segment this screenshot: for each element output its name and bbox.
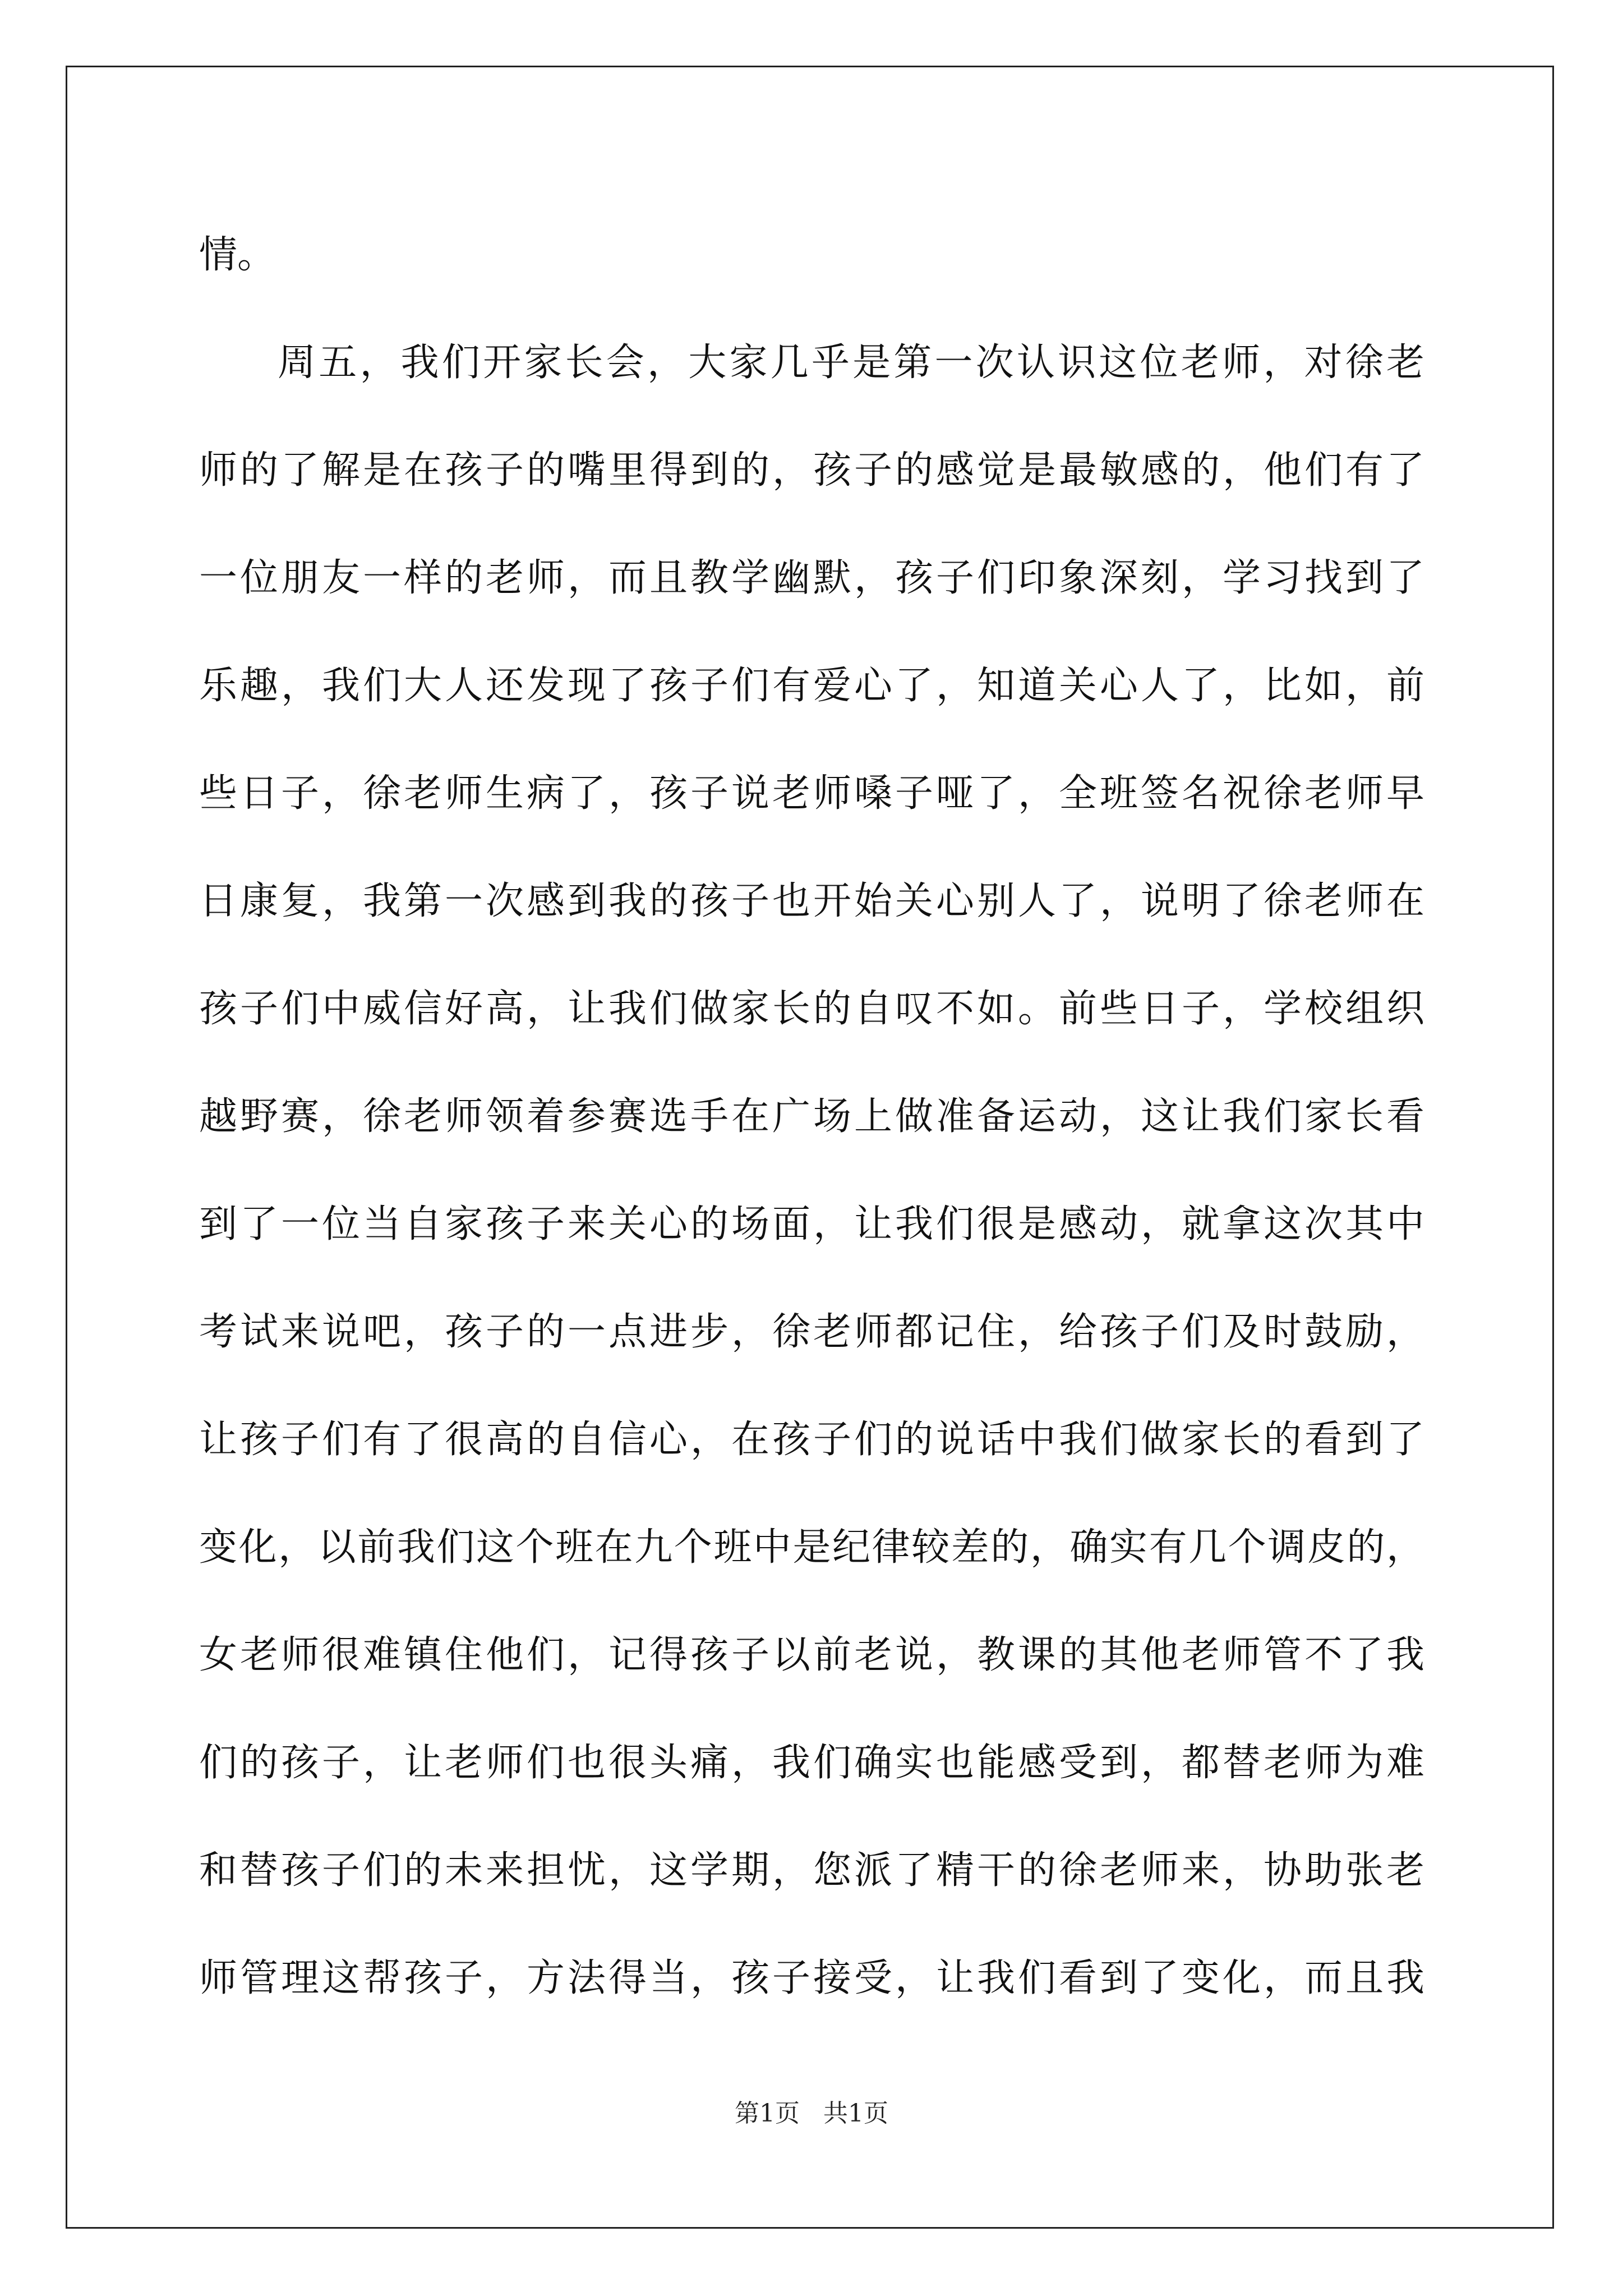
text-line: 考试来说吧，孩子的一点进步，徐老师都记住，给孩子们及时鼓励， (199, 1310, 1424, 1354)
text-line: 师的了解是在孩子的嘴里得到的，孩子的感觉是最敏感的，他们有了 (199, 448, 1424, 493)
text-line: 和替孩子们的未来担忧，这学期，您派了精干的徐老师来，协助张老 (199, 1848, 1424, 1893)
text-line: 乐趣，我们大人还发现了孩子们有爱心了，知道关心人了，比如，前 (199, 664, 1424, 708)
text-line: 周五，我们开家长会，大家几乎是第一次认识这位老师，对徐老 (278, 341, 1424, 385)
text-line: 情。 (199, 233, 276, 277)
text-line: 女老师很难镇住他们，记得孩子以前老说，教课的其他老师管不了我 (199, 1633, 1424, 1677)
text-line: 到了一位当自家孩子来关心的场面，让我们很是感动，就拿这次其中 (199, 1202, 1424, 1246)
text-line: 让孩子们有了很高的自信心，在孩子们的说话中我们做家长的看到了 (199, 1418, 1424, 1462)
text-line: 们的孩子，让老师们也很头痛，我们确实也能感受到，都替老师为难 (199, 1741, 1424, 1785)
text-line: 日康复，我第一次感到我的孩子也开始关心别人了，说明了徐老师在 (199, 879, 1424, 923)
text-line: 越野赛，徐老师领着参赛选手在广场上做准备运动，这让我们家长看 (199, 1094, 1424, 1139)
text-line: 孩子们中威信好高，让我们做家长的自叹不如。前些日子，学校组织 (199, 987, 1424, 1031)
text-line: 师管理这帮孩子，方法得当，孩子接受，让我们看到了变化，而且我 (199, 1956, 1424, 2000)
text-line: 一位朋友一样的老师，而且教学幽默，孩子们印象深刻，学习找到了 (199, 556, 1424, 600)
text-line: 变化，以前我们这个班在九个班中是纪律较差的，确实有几个调皮的， (199, 1525, 1424, 1570)
text-line: 些日子，徐老师生病了，孩子说老师嗓子哑了，全班签名祝徐老师早 (199, 771, 1424, 816)
page-number-footer: 第1页 共1页 (735, 2099, 888, 2128)
